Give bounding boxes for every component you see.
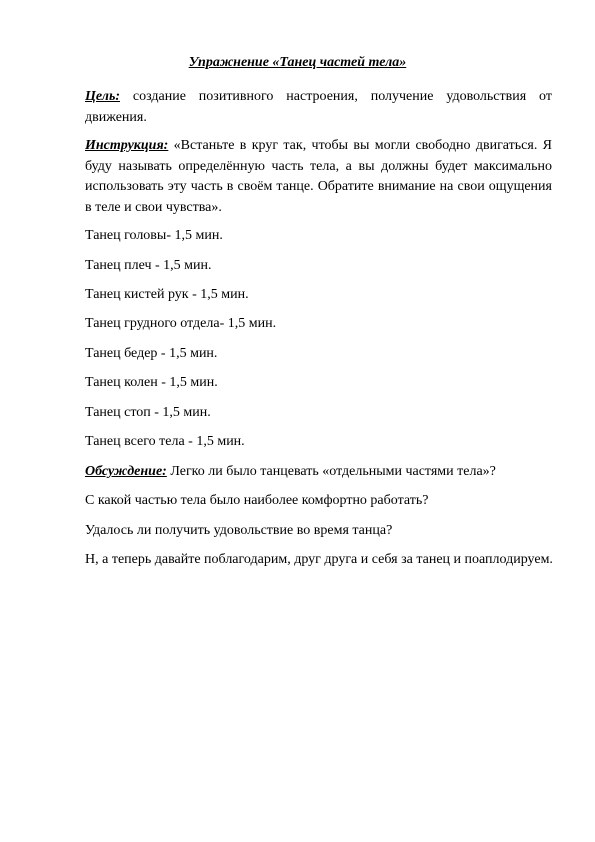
dance-line-feet: Танец стоп - 1,5 мин. [85,405,211,420]
goal-paragraph [85,87,552,128]
instruction-paragraph [85,136,552,218]
goal-text: создание позитивного настроения, получение удовольствия от движения. [85,89,552,125]
discussion-paragraph [85,464,552,480]
dance-line-hands: Танец кистей рук - 1,5 мин. [85,287,249,302]
exercise-title: Упражнение «Танец частей тела» [188,55,407,70]
dance-line-chest: Танец грудного отдела- 1,5 мин. [85,316,277,331]
discussion-label: Обсуждение: [85,464,167,479]
instruction-label: Инструкция: [85,138,169,153]
dance-line-shoulders: Танец плеч - 1,5 мин. [85,258,212,273]
discussion-text: Легко ли было танцевать «отдельными частями тела»? [166,464,496,479]
instruction-text: «Встаньте в круг так, чтобы вы могли свободно двигаться. Я буду называть определённую часть тела, а вы должны будет максимально использовать эту часть в своём танце. Обратите внимание на свои ощущения в теле и свои чувства». [85,138,552,215]
dance-line-hips: Танец бедер - 1,5 мин. [85,346,218,361]
dance-line-knees: Танец колен - 1,5 мин. [85,375,218,390]
goal-label: Цель: [85,89,120,104]
question-comfort: С какой частью тела было наиболее комфортно работать? [85,493,429,508]
dance-line-whole-body: Танец всего тела - 1,5 мин. [85,434,245,449]
dance-line-head: Танец головы- 1,5 мин. [85,228,223,243]
closing-line: Н, а теперь давайте поблагодарим, друг друга и себя за танец и поаплодируем. [85,552,553,567]
question-pleasure: Удалось ли получить удовольствие во время танца? [85,523,393,538]
